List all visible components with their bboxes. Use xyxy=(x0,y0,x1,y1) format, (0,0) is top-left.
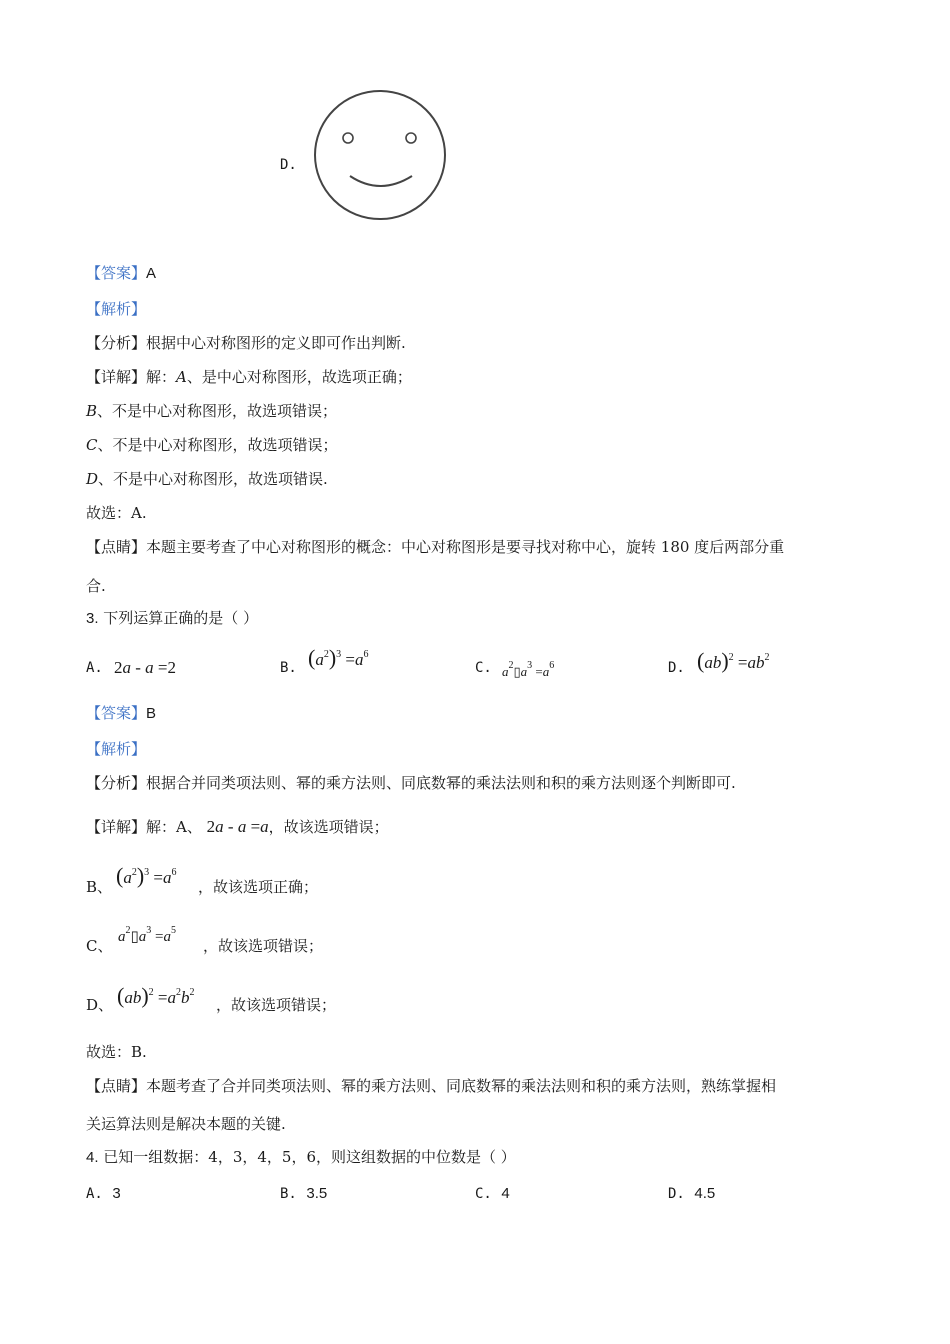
q3-choose: 故选：B. xyxy=(86,1043,147,1061)
fenxi-tag: 【分析】 xyxy=(86,334,147,352)
q4-option-b xyxy=(280,1183,327,1204)
q2-analysis-tag: 【解析】 xyxy=(86,300,147,318)
q2-dianjing-line xyxy=(86,537,784,557)
option-value: 4.5 xyxy=(694,1185,716,1202)
answer-tag: 【答案】 xyxy=(86,264,147,282)
xiangjie-tag: 【详解】 xyxy=(86,818,147,836)
option-value: 4 xyxy=(501,1185,510,1202)
option-label: C. xyxy=(475,1186,492,1202)
fenxi-text: 根据中心对称图形的定义即可作出判断. xyxy=(146,334,406,352)
q3-option-c-math: $a^2▯a^3 =a^6$ xyxy=(502,660,555,679)
detail-text: 、不是中心对称图形，故选项错误； xyxy=(97,436,338,454)
q3-detail-line-a xyxy=(86,817,389,837)
option-label: B. xyxy=(280,1186,297,1202)
q2-detail-line-a xyxy=(86,367,412,387)
detail-math-d: $(ab)^2 =a^2b^2$ xyxy=(117,983,195,1008)
question-number: 4. xyxy=(86,1149,99,1166)
fenxi-text: 根据合并同类项法则、幂的乘方法则、同底数幂的乘法法则和积的乘方法则逐个判断即可. xyxy=(146,774,736,792)
detail-math-c: $a^2▯a^3 =a^5$ xyxy=(118,925,176,945)
q3-analysis-tag: 【解析】 xyxy=(86,740,147,758)
detail-pre: 解：A、 xyxy=(146,818,202,836)
q3-fenxi-line xyxy=(86,773,736,793)
detail-letter: C xyxy=(86,436,98,454)
detail-suffix-b: ，故该选项正确； xyxy=(198,878,319,896)
q3-option-b-math: $(a^2)^3 =a^6$ xyxy=(308,645,369,670)
q4-stem-line xyxy=(86,1147,516,1168)
q3-option-a-label: A. xyxy=(86,660,103,676)
answer-value: B xyxy=(146,705,157,722)
detail-suffix-d: ，故该选项错误； xyxy=(216,996,337,1014)
q4-option-d xyxy=(668,1183,715,1204)
detail-text: 、是中心对称图形，故选项正确； xyxy=(186,368,412,386)
q2-detail-line-d xyxy=(86,469,328,489)
option-value: 3 xyxy=(112,1185,121,1202)
q3-detail-line-b-prefix: B、 xyxy=(86,878,113,896)
detail-suffix: ，故该选项错误； xyxy=(268,818,389,836)
question-stem: 已知一组数据：4，3，4，5，6，则这组数据的中位数是（ ） xyxy=(103,1148,516,1166)
q3-detail-line-d-prefix: D、 xyxy=(86,996,114,1014)
q4-option-c xyxy=(475,1183,510,1204)
q3-dianjing-line xyxy=(86,1076,776,1096)
question-stem: 下列运算正确的是（ ） xyxy=(103,609,259,627)
q2-answer-line xyxy=(86,263,156,284)
q2-choose: 故选：A. xyxy=(86,504,147,522)
detail-letter: B xyxy=(86,402,98,420)
option-label: A. xyxy=(86,1186,103,1202)
answer-value: A xyxy=(146,265,157,282)
detail-math-b: $(a^2)^3 =a^6$ xyxy=(116,863,177,888)
detail-text: 、不是中心对称图形，故选项错误. xyxy=(98,470,328,488)
q2-detail-line-c xyxy=(86,435,338,455)
q3-option-d-label: D. xyxy=(668,660,685,676)
q2-option-d-label: D. xyxy=(280,157,297,173)
dianjing-text: 本题考查了合并同类项法则、幂的乘方法则、同底数幂的乘法法则和积的乘方法则，熟练掌握相 xyxy=(146,1077,777,1095)
q3-dianjing-cont: 关运算法则是解决本题的关键. xyxy=(86,1115,286,1133)
q3-detail-line-c-prefix: C、 xyxy=(86,937,113,955)
q2-fenxi-line xyxy=(86,333,406,353)
fenxi-tag: 【分析】 xyxy=(86,774,147,792)
q3-option-c-label: C. xyxy=(475,660,492,676)
xiangjie-tag: 【详解】 xyxy=(86,368,147,386)
dianjing-tag: 【点睛】 xyxy=(86,1077,147,1095)
answer-tag: 【答案】 xyxy=(86,704,147,722)
q4-option-a xyxy=(86,1183,121,1204)
q3-option-b-label: B. xyxy=(280,660,297,676)
dianjing-tag: 【点睛】 xyxy=(86,538,147,556)
detail-math-a: 2a - a =a xyxy=(206,817,269,836)
detail-text: 、不是中心对称图形，故选项错误； xyxy=(97,402,338,420)
detail-letter: D xyxy=(86,470,99,488)
q2-dianjing-cont: 合. xyxy=(86,577,106,595)
q2-detail-line-b xyxy=(86,401,337,421)
q3-option-a-math: 2a - a =2 xyxy=(114,658,177,677)
q3-answer-line xyxy=(86,703,156,724)
detail-suffix-c: ，故该选项错误； xyxy=(203,937,324,955)
q3-stem-line xyxy=(86,608,258,629)
option-label: D. xyxy=(668,1186,685,1202)
detail-letter: A xyxy=(176,368,187,386)
question-number: 3. xyxy=(86,610,99,627)
smiley-face-icon xyxy=(310,88,450,224)
detail-pre: 解： xyxy=(146,368,177,386)
q3-option-d-math: $(ab)^2 =ab^2$ xyxy=(697,648,770,673)
option-value: 3.5 xyxy=(306,1185,328,1202)
dianjing-text: 本题主要考查了中心对称图形的概念：中心对称图形是要寻找对称中心，旋转 180 度后两部分重 xyxy=(146,538,785,556)
